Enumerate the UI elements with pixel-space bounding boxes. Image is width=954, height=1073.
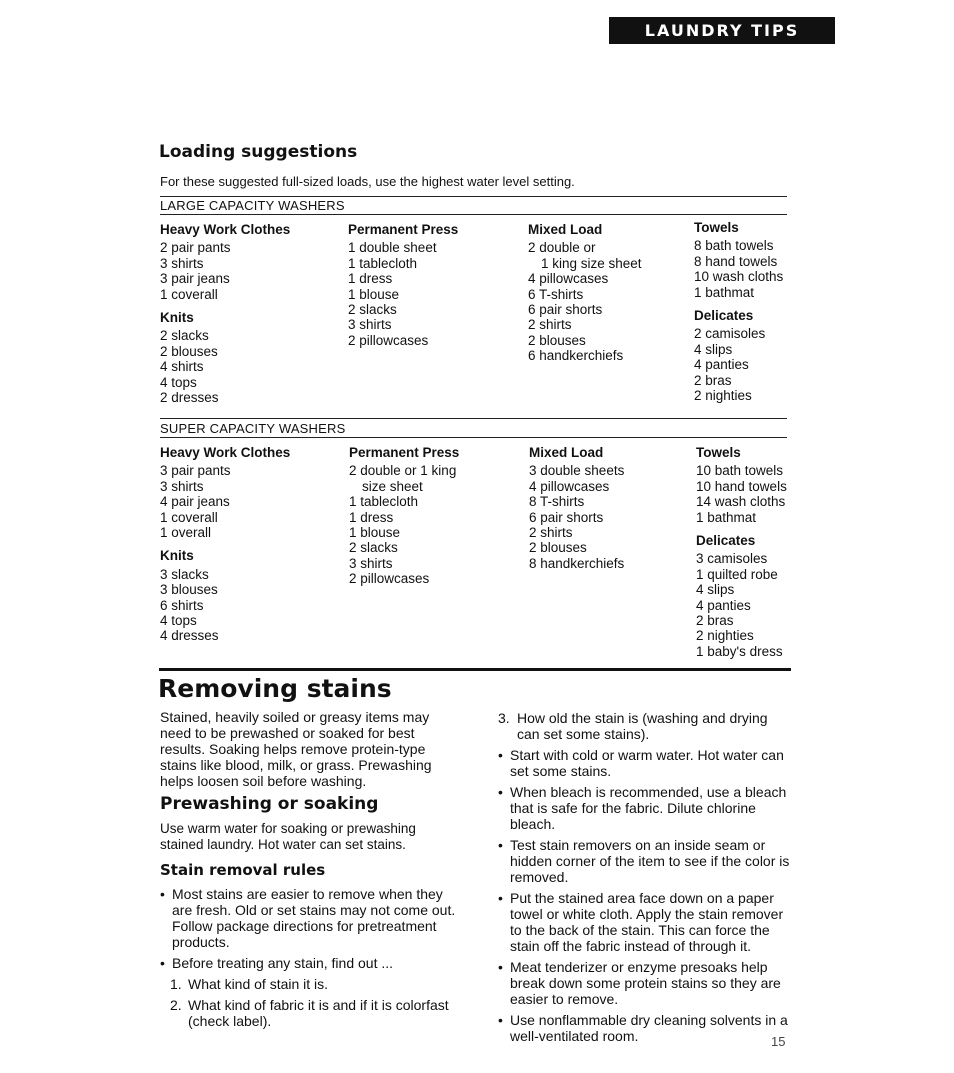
list-item: 1 coverall — [160, 286, 218, 302]
list-item: 3 camisoles — [696, 551, 768, 567]
list-item: 1 blouse — [349, 525, 401, 541]
divider-large-top — [160, 196, 787, 197]
list-item: 4 tops — [160, 374, 197, 390]
large-heavy-work-heading: Heavy Work Clothes — [160, 222, 291, 237]
list-item-text: What kind of stain it is. — [188, 976, 329, 992]
list-item: 4 slips — [694, 341, 733, 357]
list-item: 3 pair jeans — [160, 271, 230, 287]
list-item: 2 shirts — [528, 317, 572, 333]
list-item: 6 pair shorts — [529, 509, 604, 525]
list-item: 2 dresses — [160, 390, 219, 406]
list-item — [498, 890, 790, 954]
list-item-text: Most stains are easier to remove when they are fresh. Old or set stains may not come out. Follow package directions for pretreatment products. — [172, 886, 456, 950]
super-heavy-work-heading: Heavy Work Clothes — [160, 445, 291, 460]
large-permanent-press-heading: Permanent Press — [348, 222, 459, 237]
super-heavy-work-column — [160, 445, 290, 644]
list-item: 4 pillowcases — [529, 478, 610, 494]
list-item: 1 coverall — [160, 509, 218, 525]
list-item: 6 T-shirts — [528, 286, 584, 302]
list-item: 1 blouse — [348, 286, 400, 302]
list-item-text: Test stain removers on an inside seam or hidden corner of the item to see if the color is removed. — [510, 837, 790, 885]
list-item: 1 king size sheet — [541, 255, 642, 271]
list-item-text: When bleach is recommended, use a bleach that is safe for the fabric. Dilute chlorine bleach. — [510, 784, 787, 832]
large-mixed-load-column — [528, 222, 642, 364]
list-number: 2. — [170, 997, 182, 1013]
list-item: 8 T-shirts — [529, 494, 585, 510]
list-item: 14 wash cloths — [696, 494, 786, 510]
list-item: 2 slacks — [349, 540, 398, 556]
list-item: 10 wash cloths — [694, 269, 784, 285]
list-item — [498, 837, 790, 885]
list-item: 1 overall — [160, 525, 212, 541]
super-knits-heading: Knits — [160, 548, 194, 564]
list-item: 3 blouses — [160, 582, 218, 598]
list-item: 4 pillowcases — [528, 271, 609, 287]
stains-intro: Stained, heavily soiled or greasy items may need to be prewashed or soaked for best results. Soaking helps remove protein-type stains like blood, milk, or grass. Prewashing helps loosen soil before washing. — [160, 709, 432, 789]
super-mixed-load-heading: Mixed Load — [529, 445, 604, 460]
list-item — [498, 784, 790, 832]
list-item — [160, 955, 465, 971]
list-item: 2 blouses — [529, 540, 587, 556]
list-item: 1 double sheet — [348, 240, 437, 256]
list-item: 3 shirts — [349, 555, 393, 571]
super-capacity-label: SUPER CAPACITY WASHERS — [160, 421, 346, 436]
large-towels-column — [694, 220, 783, 403]
list-item: 2 bras — [696, 613, 734, 629]
list-item — [498, 710, 790, 742]
list-item: 4 panties — [694, 357, 749, 373]
page-number: 15 — [771, 1034, 786, 1049]
list-item: 2 pillowcases — [349, 571, 430, 587]
list-item: 4 slips — [696, 582, 735, 598]
list-item — [498, 959, 790, 1007]
super-towels-column — [696, 445, 787, 659]
prewashing-heading: Prewashing or soaking — [160, 794, 379, 814]
list-item: 1 baby's dress — [696, 643, 783, 659]
prewashing-text: Use warm water for soaking or prewashing stained laundry. Hot water can set stains. — [160, 821, 416, 852]
divider-super-top — [160, 418, 787, 419]
list-item: 2 camisoles — [694, 326, 766, 342]
list-item: 2 pillowcases — [348, 332, 429, 348]
stain-removal-rules-heading: Stain removal rules — [160, 861, 326, 879]
list-item: 10 hand towels — [696, 478, 787, 494]
list-item: 2 blouses — [160, 343, 218, 359]
loading-suggestions-heading: Loading suggestions — [159, 142, 358, 162]
list-item: 6 shirts — [160, 597, 204, 613]
list-item: 2 pair pants — [160, 240, 231, 256]
super-permanent-press-heading: Permanent Press — [349, 445, 460, 460]
divider-large-header — [160, 214, 787, 215]
list-item: 6 pair shorts — [528, 302, 603, 318]
large-towels-heading: Towels — [694, 220, 739, 235]
list-item: 6 handkerchiefs — [528, 348, 624, 364]
section-tab-label: LAUNDRY TIPS — [644, 21, 800, 40]
list-item — [160, 997, 465, 1029]
loading-intro: For these suggested full-sized loads, use the highest water level setting. — [160, 174, 575, 189]
list-item: 3 double sheets — [529, 463, 625, 479]
stain-rules-right-list — [498, 710, 790, 1049]
large-permanent-press-column — [348, 222, 458, 348]
list-item: 3 shirts — [160, 478, 204, 494]
list-item: 8 handkerchiefs — [529, 555, 625, 571]
list-item: 3 pair pants — [160, 463, 231, 479]
divider-super-header — [160, 437, 787, 438]
list-item: 2 blouses — [528, 332, 586, 348]
large-delicates-heading: Delicates — [694, 308, 754, 324]
list-item: 2 nighties — [696, 628, 754, 644]
list-item: 2 bras — [694, 372, 732, 388]
list-item: 10 bath towels — [696, 463, 784, 479]
super-permanent-press-column — [349, 445, 459, 587]
list-item — [498, 747, 790, 779]
list-item: 1 tablecloth — [348, 255, 418, 271]
list-item: 4 tops — [160, 613, 197, 629]
list-item-text: Start with cold or warm water. Hot water can set some stains. — [510, 747, 784, 779]
super-delicates-heading: Delicates — [696, 533, 756, 549]
list-item-text: Meat tenderizer or enzyme presoaks help break down some protein stains so they are easier to remove. — [510, 959, 781, 1007]
list-item: 2 nighties — [694, 388, 752, 404]
list-item: 8 bath towels — [694, 238, 774, 254]
list-item: 2 shirts — [529, 525, 573, 541]
large-knits-heading: Knits — [160, 310, 194, 326]
list-item: 1 tablecloth — [349, 494, 419, 510]
large-heavy-work-column — [160, 222, 290, 405]
super-towels-heading: Towels — [696, 445, 741, 460]
list-item — [160, 976, 465, 992]
list-item: 4 shirts — [160, 359, 204, 375]
list-item: 1 dress — [348, 271, 393, 287]
list-item — [160, 886, 465, 950]
list-item-text: Put the stained area face down on a paper towel or white cloth. Apply the stain remover to the back of the stain. This can force the stain off the fabric instead of through it. — [510, 890, 784, 954]
list-item: 3 shirts — [348, 317, 392, 333]
list-item-text: Use nonflammable dry cleaning solvents in a well-ventilated room. — [510, 1012, 788, 1044]
list-item — [498, 1012, 790, 1044]
list-item: 8 hand towels — [694, 253, 778, 269]
list-item-text: What kind of fabric it is and if it is colorfast (check label). — [188, 997, 449, 1029]
list-number: 3. — [498, 710, 510, 726]
list-item: 4 panties — [696, 597, 751, 613]
stain-rules-left-list — [160, 886, 465, 1034]
section-tab — [609, 17, 835, 44]
list-item: size sheet — [362, 478, 423, 494]
list-item-text: Before treating any stain, find out ... — [172, 955, 394, 971]
list-number: 1. — [170, 976, 182, 992]
list-item: 3 slacks — [160, 566, 209, 582]
super-mixed-load-column — [529, 445, 624, 571]
list-item: 2 slacks — [348, 302, 397, 318]
list-item-text: How old the stain is (washing and drying can set some stains). — [517, 710, 768, 742]
list-item: 1 bathmat — [696, 509, 757, 525]
list-item: 2 double or — [528, 240, 596, 256]
list-item: 1 bathmat — [694, 284, 755, 300]
list-item: 2 slacks — [160, 328, 209, 344]
large-mixed-load-heading: Mixed Load — [528, 222, 603, 237]
list-item: 3 shirts — [160, 255, 204, 271]
large-capacity-label: LARGE CAPACITY WASHERS — [160, 198, 345, 213]
removing-stains-title: Removing stains — [158, 674, 392, 703]
list-item: 4 dresses — [160, 628, 219, 644]
list-item: 1 quilted robe — [696, 566, 778, 582]
section-divider — [159, 668, 791, 671]
list-item: 1 dress — [349, 509, 394, 525]
list-item: 2 double or 1 king — [349, 463, 457, 479]
list-item: 4 pair jeans — [160, 494, 230, 510]
